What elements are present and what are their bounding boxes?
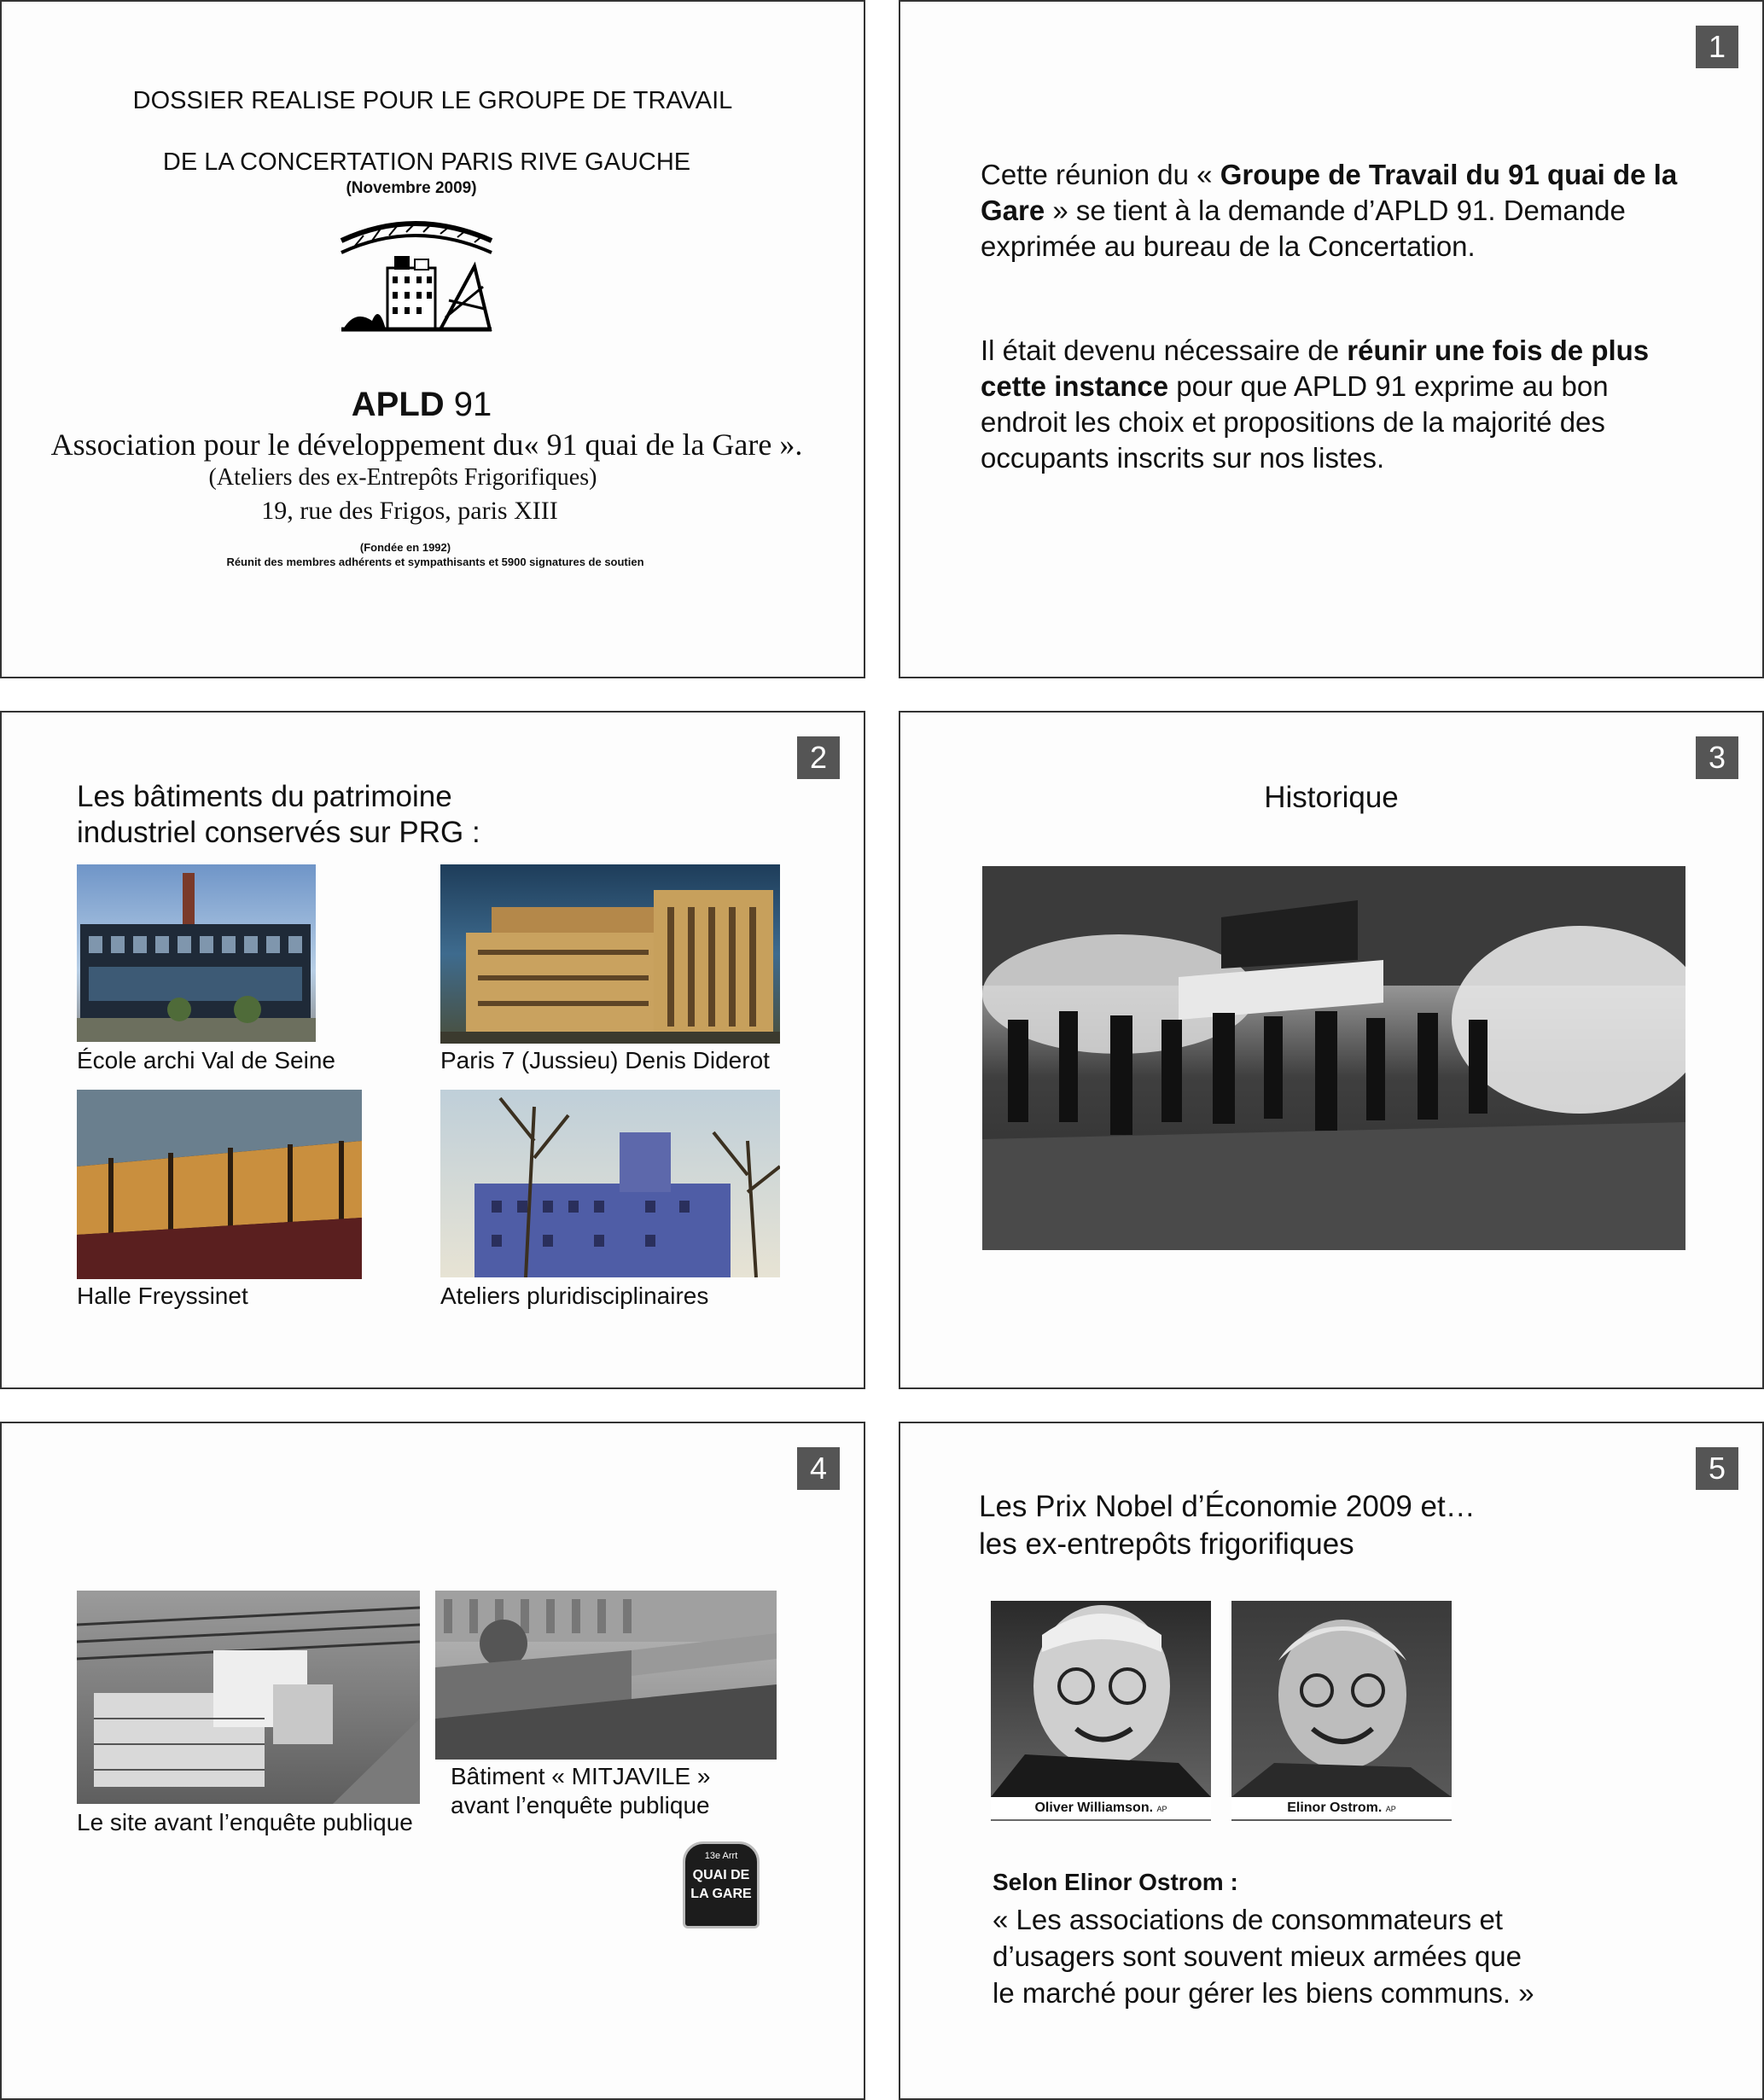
paragraph-necessity-bold: réunir une fois de plus cette instance — [981, 334, 1650, 402]
caption-site: Le site avant l’enquête publique — [77, 1809, 413, 1835]
heading-line-2: DE LA CONCERTATION PARIS RIVE GAUCHE — [162, 148, 691, 176]
photo-ecole-archi — [77, 864, 316, 1042]
photo-paris7 — [440, 864, 780, 1044]
paragraph-necessity-part-c: pour que APLD 91 exprime au bon endroit les choix et propositions de la majorité des occupants inscrits sur nos listes. — [981, 370, 1609, 474]
quote-line-2: d’usagers sont souvent mieux armées que — [993, 1940, 1522, 1972]
street-sign — [683, 1841, 760, 1928]
paragraph-necessity-part-a: Il était devenu nécessaire de — [981, 334, 1348, 366]
association-full-name: Association pour le développement du« 91 quai de la Gare ». — [50, 428, 803, 462]
paragraph-request-part-a: Cette réunion du « — [981, 159, 1220, 190]
photo-site-aerial — [77, 1591, 420, 1804]
caption-halle-freyssinet: Halle Freyssinet — [77, 1283, 248, 1309]
slide-number: 5 — [1696, 1447, 1738, 1490]
photo-halle-freyssinet — [77, 1090, 362, 1279]
slide-number: 4 — [797, 1447, 840, 1490]
caption-mitjavile-line-1: Bâtiment « MITJAVILE » — [451, 1763, 711, 1789]
paragraph-request-part-c: » se tient à la demande d’APLD 91. Demande exprimée au bureau de la Concertation. — [981, 195, 1626, 262]
slide-3 — [899, 711, 1764, 1389]
street-sign-line-2: LA GARE — [690, 1887, 752, 1901]
photo-demonstration — [982, 866, 1685, 1250]
quote-line-3: le marché pour gérer les biens communs. » — [993, 1977, 1534, 2009]
association-address: 19, rue des Frigos, paris XIII — [261, 497, 558, 525]
paragraph-necessity — [981, 333, 1697, 476]
caption-paris7: Paris 7 (Jussieu) Denis Diderot — [440, 1047, 770, 1073]
portrait-ostrom — [1231, 1601, 1452, 1821]
slide-title — [77, 779, 480, 851]
caption-ecole-archi: École archi Val de Seine — [77, 1047, 335, 1073]
slide-number: 1 — [1696, 26, 1738, 68]
slide-title-line-1: Les bâtiments du patrimoine — [77, 780, 452, 813]
members-label: Réunit des membres adhérents et sympathisants et 5900 signatures de soutien — [226, 556, 644, 568]
portrait-williamson-caption — [991, 1797, 1211, 1819]
portrait-williamson-name: Oliver Williamson. — [1034, 1800, 1154, 1815]
acronym-number: 91 — [444, 386, 492, 423]
portrait-williamson — [991, 1601, 1211, 1821]
quote-attribution: Selon Elinor Ostrom : — [993, 1869, 1238, 1895]
date-label: (Novembre 2009) — [346, 179, 477, 197]
slide-2 — [0, 711, 865, 1389]
paragraph-request-bold: Groupe de Travail du 91 quai de la Gare — [981, 159, 1678, 226]
slide-title-line-2: les ex-entrepôts frigorifiques — [979, 1527, 1354, 1561]
association-acronym — [2, 386, 841, 424]
quote-text — [993, 1901, 1534, 2011]
heading-line-1: DOSSIER REALISE POUR LE GROUPE DE TRAVAIL — [132, 87, 733, 114]
association-subtitle: (Ateliers des ex-Entrepôts Frigorifiques) — [208, 464, 597, 491]
slide-4 — [0, 1422, 865, 2100]
slide-number: 2 — [797, 736, 840, 779]
portrait-ostrom-credit: AP — [1385, 1805, 1396, 1813]
caption-ateliers: Ateliers pluridisciplinaires — [440, 1283, 709, 1309]
portrait-ostrom-caption — [1231, 1797, 1452, 1819]
slide-number: 3 — [1696, 736, 1738, 779]
association-logo — [338, 215, 495, 338]
quote-line-1: « Les associations de consommateurs et — [993, 1904, 1503, 1935]
slide-5 — [899, 1422, 1764, 2100]
slide-title — [979, 1488, 1476, 1563]
street-sign-district: 13e Arrt — [704, 1851, 738, 1861]
acronym-bold: APLD — [351, 386, 445, 423]
slide-1 — [899, 0, 1764, 678]
portrait-williamson-credit: AP — [1156, 1805, 1167, 1813]
portrait-ostrom-name: Elinor Ostrom. — [1287, 1800, 1383, 1815]
street-sign-line-1: QUAI DE — [692, 1868, 750, 1882]
slide-title-line-1: Les Prix Nobel d’Économie 2009 et… — [979, 1490, 1476, 1523]
photo-mitjavile — [435, 1591, 777, 1760]
slide-title-line-2: industriel conservés sur PRG : — [77, 816, 480, 849]
photo-ateliers — [440, 1090, 780, 1277]
caption-mitjavile-line-2: avant l’enquête publique — [451, 1792, 710, 1818]
slide-title: Historique — [1264, 781, 1399, 814]
founded-label: (Fondée en 1992) — [359, 541, 451, 554]
slide-title-page — [0, 0, 865, 678]
paragraph-request — [981, 157, 1689, 265]
